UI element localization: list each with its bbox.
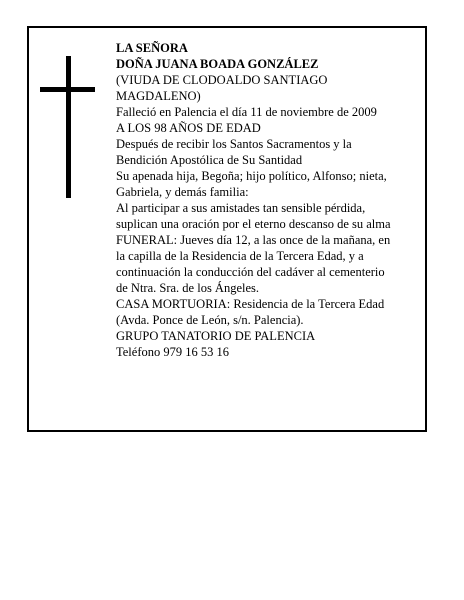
death-date: Falleció en Palencia el día 11 de noviembre de 2009 — [116, 105, 377, 119]
title-line-1: LA SEÑORA — [116, 41, 188, 55]
obituary-notice — [27, 26, 427, 432]
cross-vertical-bar — [66, 56, 71, 198]
widow-of: (VIUDA DE CLODOALDO SANTIAGO MAGDALENO) — [116, 73, 328, 103]
phone-number: Teléfono 979 16 53 16 — [116, 345, 229, 359]
funeral-details: FUNERAL: Jueves día 12, a las once de la mañana, en la capilla de la Residencia de la Tercera Edad, y a continuación la conducción del cadáver al cementerio de Ntra. Sra. de los Ángeles. — [116, 233, 391, 295]
prayer-request: Al participar a sus amistades tan sensible pérdida, suplican una oración por el eterno descanso de su alma — [116, 201, 391, 231]
deceased-name: DOÑA JUANA BOADA GONZÁLEZ — [116, 57, 319, 71]
mortuary-details: CASA MORTUORIA: Residencia de la Tercera Edad (Avda. Ponce de León, s/n. Palencia). — [116, 297, 385, 327]
cross-horizontal-bar — [40, 87, 95, 92]
sacraments-text: Después de recibir los Santos Sacramentos y la Bendición Apostólica de Su Santidad — [116, 137, 352, 167]
obituary-text — [116, 40, 422, 360]
age-at-death: A LOS 98 AÑOS DE EDAD — [116, 121, 261, 135]
family-text: Su apenada hija, Begoña; hijo político, Alfonso; nieta, Gabriela, y demás familia: — [116, 169, 387, 199]
funeral-home: GRUPO TANATORIO DE PALENCIA — [116, 329, 316, 343]
